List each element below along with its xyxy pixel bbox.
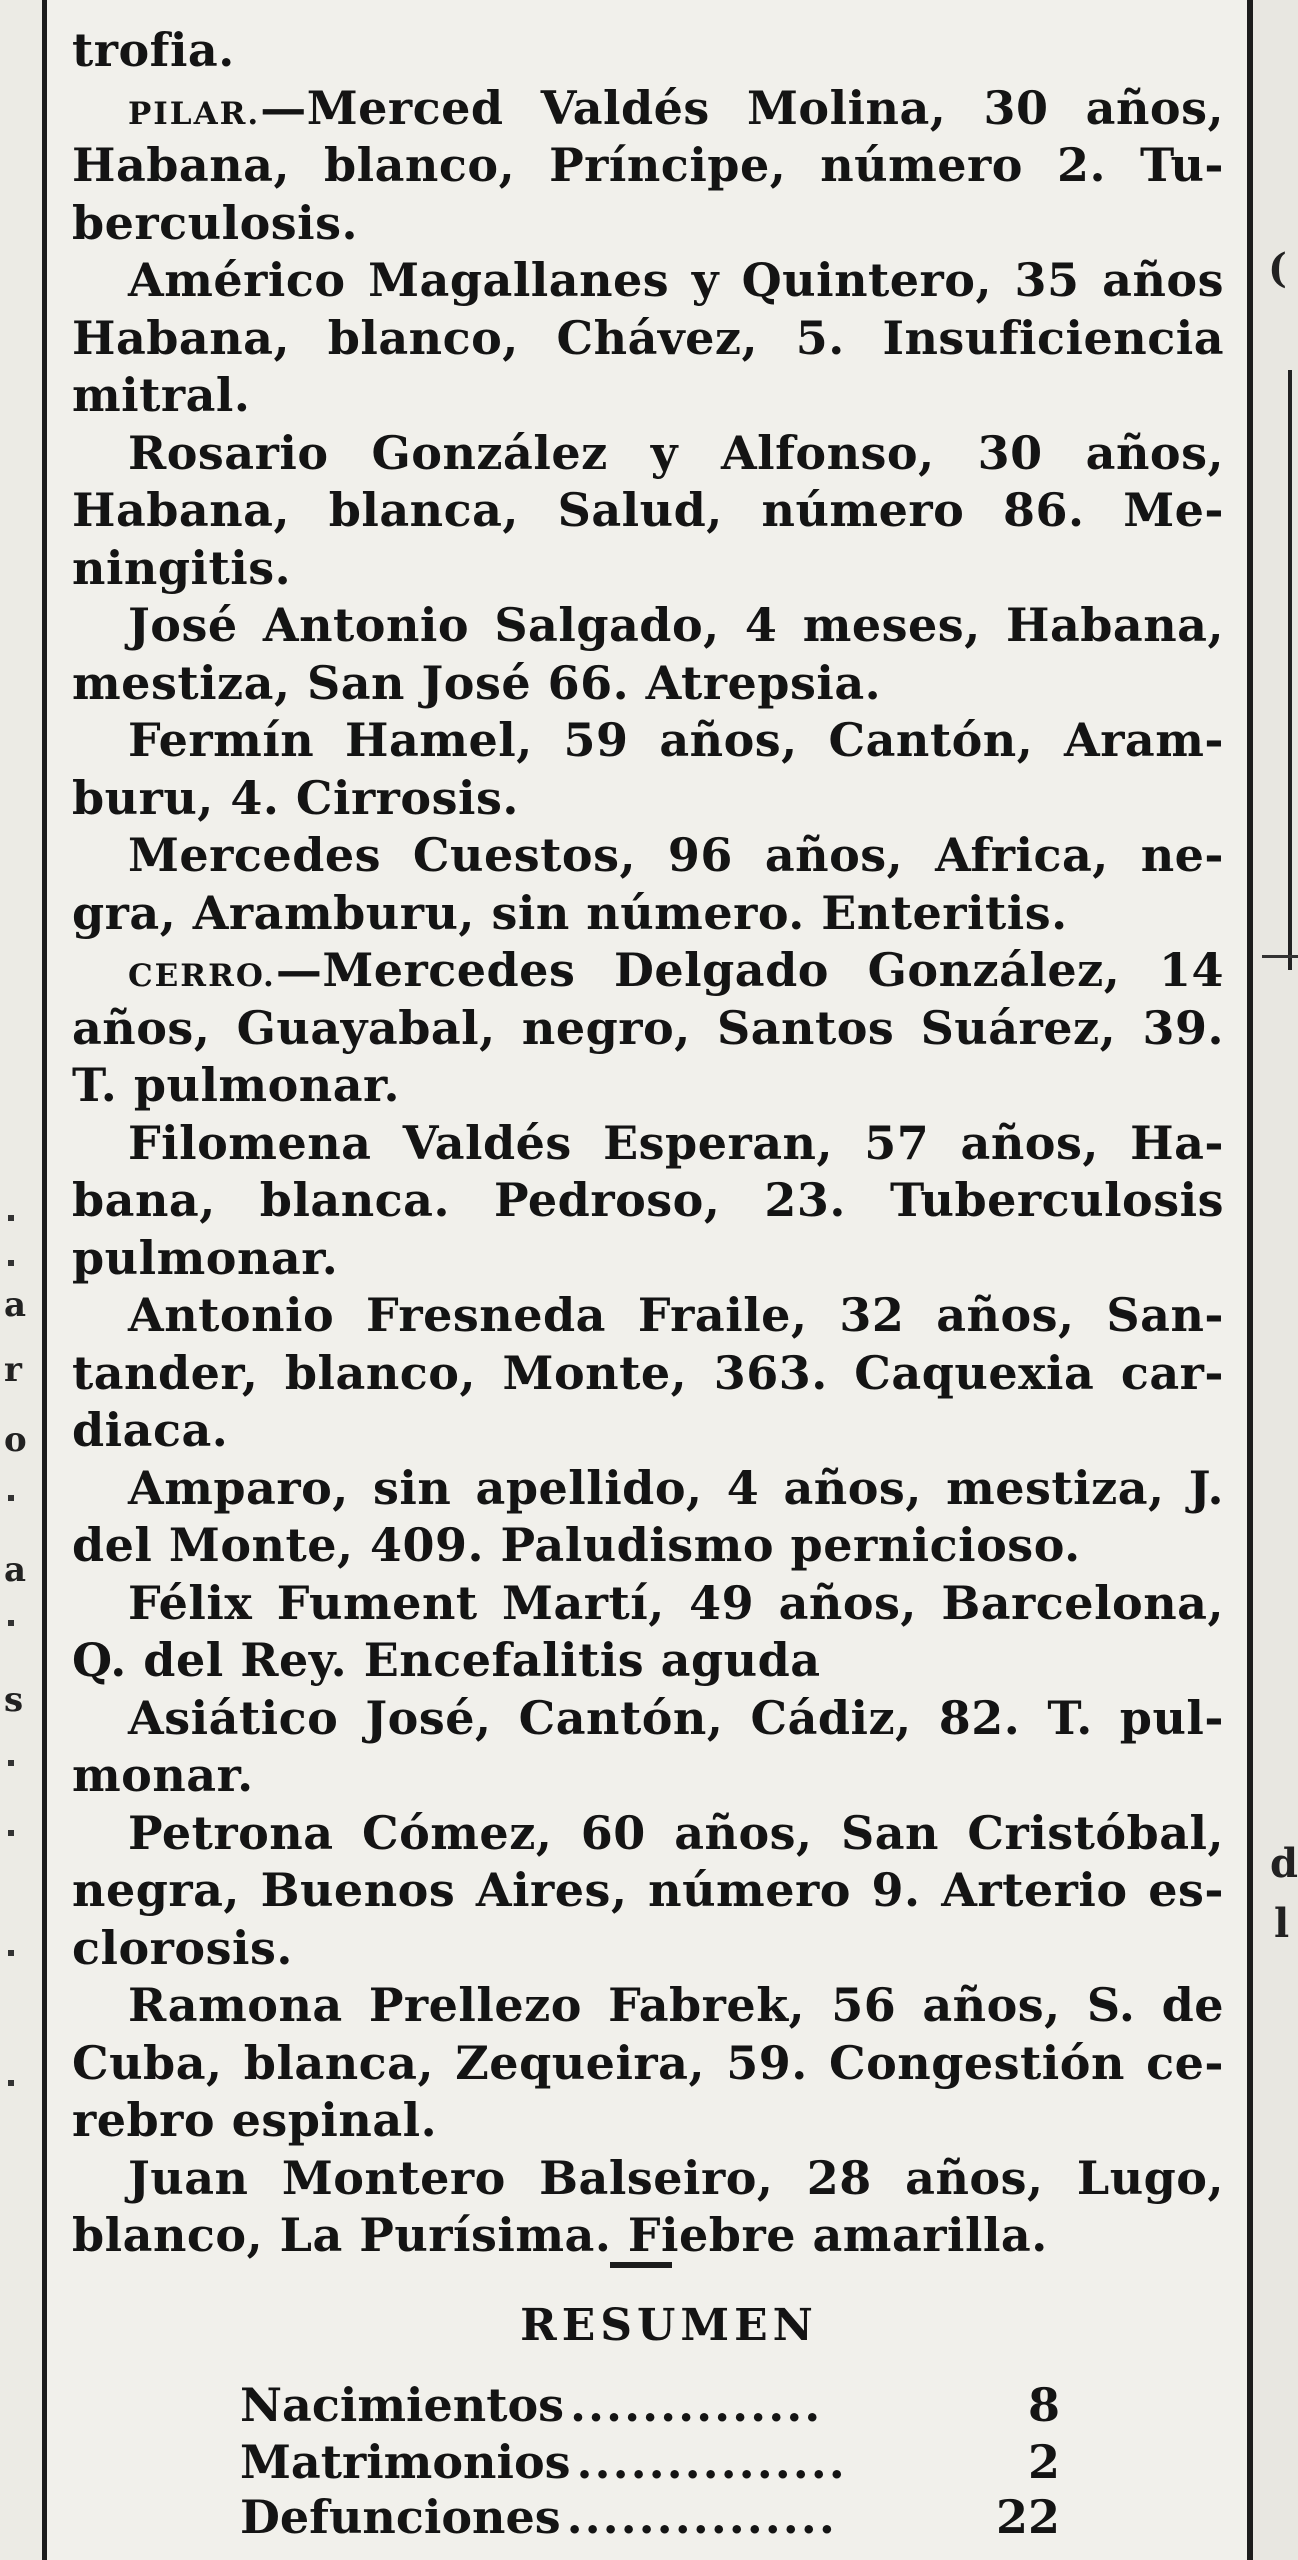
line-text: Habana, blanco, Príncipe, número 2. Tu-	[72, 138, 1224, 192]
line-text: Rosario González y Alfonso, 30 años,	[128, 425, 1224, 480]
line-text: Habana, blanco, Chávez, 5. Insuficiencia	[72, 310, 1224, 365]
section-label: CERRO.	[128, 958, 276, 994]
text-line	[72, 1575, 1224, 1633]
line-text	[128, 942, 1224, 1000]
line-text: años, Guayabal, negro, Santos Suárez, 39.	[72, 1000, 1224, 1055]
line-text: Américo Magallanes y Quintero, 35 años	[128, 253, 1224, 307]
right-adjacent-rule	[1262, 955, 1298, 958]
left-column-rule	[42, 0, 47, 2560]
resumen-label: Nacimientos	[240, 2378, 565, 2432]
left-margin-mark	[8, 2080, 14, 2086]
line-text: Cuba, blanca, Zequeira, 59. Congestión ce-	[72, 2035, 1224, 2090]
right-margin-glyph: d	[1270, 1840, 1298, 1887]
resumen-row-matrimonios	[240, 2435, 1060, 2491]
text-line: blanco, La Purísima. Fiebre amarilla.	[72, 2208, 1048, 2262]
line-text: Antonio Fresneda Fraile, 32 años, San-	[128, 1288, 1224, 1342]
obituary-column	[72, 22, 1224, 2265]
text-line	[72, 1287, 1224, 1345]
text-line: T. pulmonar.	[72, 1058, 401, 1112]
text-line	[72, 712, 1224, 770]
text-line	[72, 1115, 1224, 1173]
section-text: —Mercedes Delgado González, 14	[275, 943, 1224, 997]
text-line: gra, Aramburu, sin número. Enteritis.	[72, 885, 1068, 940]
text-line: mestiza, San José 66. Atrepsia.	[72, 655, 882, 710]
text-line: buru, 4. Cirrosis.	[72, 770, 519, 825]
left-margin-mark	[8, 1260, 14, 1266]
text-line	[72, 1690, 1224, 1748]
text-line	[72, 137, 1224, 195]
resumen-row-nacimientos	[240, 2378, 1060, 2434]
text-line: mitral.	[72, 368, 251, 422]
resumen-value: 8	[1027, 2378, 1060, 2432]
text-line	[72, 310, 1224, 368]
right-margin-glyph: (	[1268, 245, 1287, 292]
line-text: Fermín Hamel, 59 años, Cantón, Aram-	[128, 713, 1224, 767]
text-line	[72, 2150, 1224, 2208]
text-line: monar.	[72, 1748, 254, 1802]
resumen-heading: RESUMEN	[520, 2300, 818, 2351]
line-text: Asiático José, Cantón, Cádiz, 82. T. pul-	[128, 1690, 1224, 1745]
line-text: Petrona Cómez, 60 años, San Cristóbal,	[128, 1805, 1224, 1860]
line-text: Ramona Prellezo Fabrek, 56 años, S. de	[128, 1978, 1224, 2032]
text-line	[72, 597, 1224, 655]
line-text: tander, blanco, Monte, 363. Caquexia car-	[72, 1345, 1224, 1400]
right-adjacent-box-rule	[1288, 370, 1292, 970]
dot-leader: ..............	[570, 2378, 823, 2432]
line-text: negra, Buenos Aires, número 9. Arterio es-	[72, 1863, 1224, 1917]
line-text: bana, blanca. Pedroso, 23. Tuberculosis	[72, 1173, 1224, 1227]
text-line	[72, 1805, 1224, 1863]
left-margin-mark	[8, 1215, 14, 1221]
text-line: Q. del Rey. Encefalitis aguda	[72, 1633, 821, 1687]
text-line	[72, 1345, 1224, 1403]
text-line-pilar	[72, 80, 1224, 138]
text-line-cerro	[72, 942, 1224, 1000]
text-line: trofia.	[72, 23, 235, 77]
text-line: del Monte, 409. Paludismo pernicioso.	[72, 1518, 1081, 1572]
text-line	[72, 425, 1224, 483]
line-text: Amparo, sin apellido, 4 años, mestiza, J.	[128, 1460, 1224, 1515]
text-line: clorosis.	[72, 1920, 293, 1975]
text-line: rebro espinal.	[72, 2093, 438, 2147]
line-text	[128, 80, 1224, 138]
left-margin-mark	[8, 1950, 14, 1956]
text-line	[72, 1862, 1224, 1920]
resumen-value: 2	[1027, 2435, 1060, 2489]
line-text: Habana, blanca, Salud, número 86. Me-	[72, 483, 1224, 537]
resumen-label: Defunciones	[240, 2490, 561, 2544]
section-divider	[610, 2262, 672, 2268]
text-line	[72, 1460, 1224, 1518]
line-text: José Antonio Salgado, 4 meses, Habana,	[128, 598, 1224, 652]
text-line	[72, 1000, 1224, 1058]
resumen-value: 22	[995, 2490, 1060, 2544]
left-margin-glyph: a	[4, 1285, 27, 1325]
text-line	[72, 2035, 1224, 2093]
text-line: pulmonar.	[72, 1230, 339, 1285]
section-label: PILAR.	[128, 95, 261, 132]
text-line	[72, 827, 1224, 885]
left-margin-glyph: r	[4, 1350, 22, 1390]
text-line: berculosis.	[72, 195, 359, 250]
text-line	[72, 1172, 1224, 1230]
left-margin-mark	[8, 1760, 14, 1766]
text-line	[72, 252, 1224, 310]
left-margin-glyph: s	[4, 1680, 24, 1720]
line-text: Filomena Valdés Esperan, 57 años, Ha-	[128, 1115, 1224, 1170]
left-adjacent-column	[0, 0, 42, 2560]
left-margin-mark	[8, 1620, 14, 1626]
left-margin-glyph: o	[4, 1420, 27, 1460]
text-line: diaca.	[72, 1403, 229, 1457]
text-line	[72, 482, 1224, 540]
dot-leader: ...............	[576, 2435, 847, 2489]
left-margin-mark	[8, 1495, 14, 1501]
line-text: Félix Fument Martí, 49 años, Barcelona,	[128, 1575, 1224, 1630]
line-text: Mercedes Cuestos, 96 años, Africa, ne-	[128, 828, 1224, 882]
resumen-row-defunciones	[240, 2490, 1060, 2546]
left-margin-glyph: a	[4, 1550, 27, 1590]
right-margin-glyph: l	[1274, 1900, 1290, 1947]
text-line: ningitis.	[72, 540, 292, 595]
left-margin-mark	[8, 1830, 14, 1836]
dot-leader: ...............	[566, 2490, 837, 2544]
line-text: Juan Montero Balseiro, 28 años, Lugo,	[128, 2150, 1224, 2205]
resumen-label: Matrimonios	[240, 2435, 571, 2489]
text-line	[72, 1977, 1224, 2035]
section-text: —Merced Valdés Molina, 30 años,	[260, 80, 1224, 135]
